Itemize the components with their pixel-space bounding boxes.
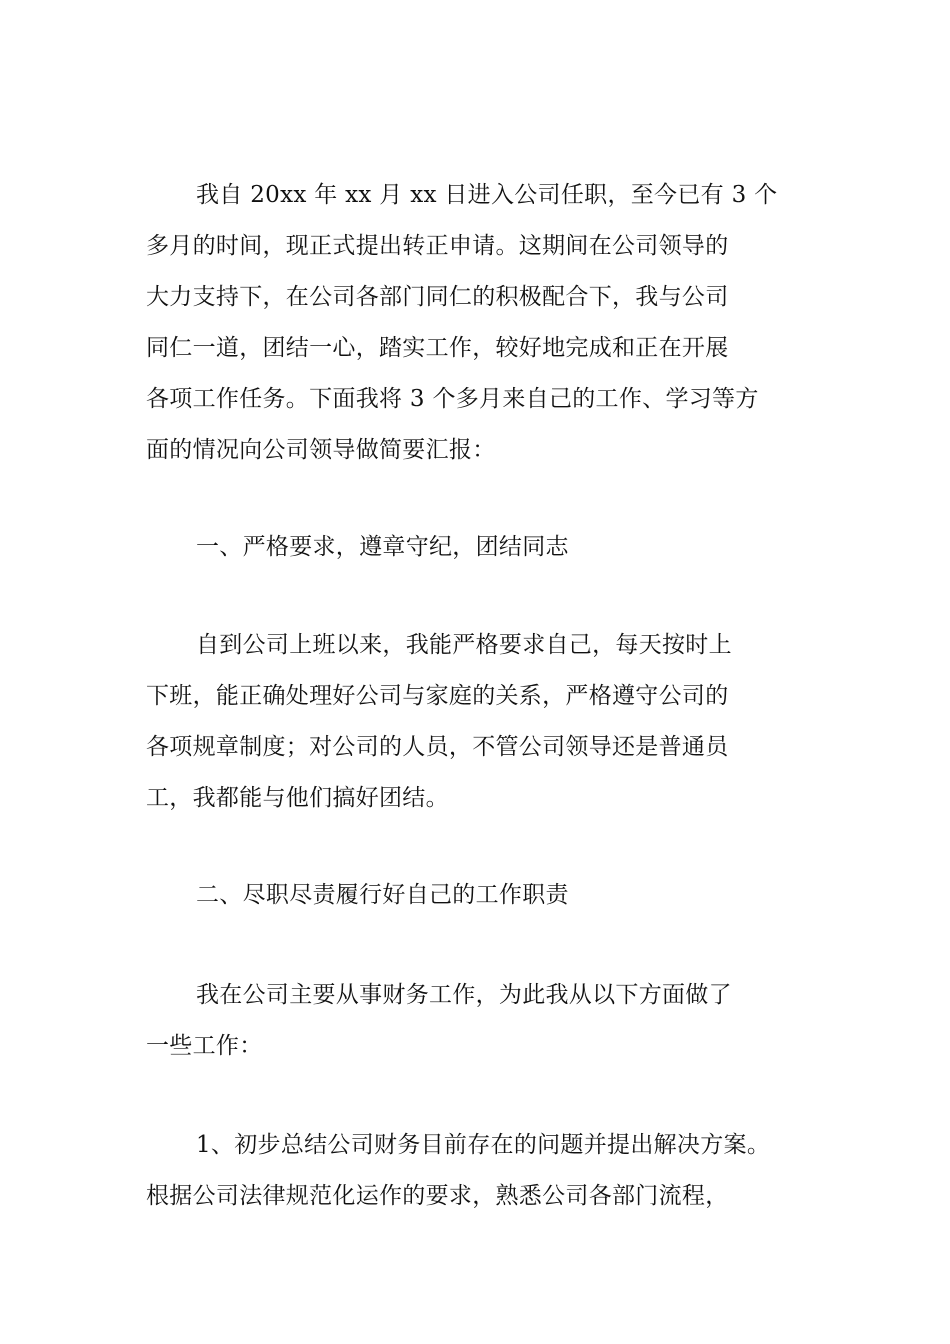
section2-intro-paragraph [146,970,826,1072]
section-heading: 一、严格要求，遵章守纪，团结同志 [196,534,569,560]
section2-heading [146,870,826,921]
paragraph-line: 一些工作： [146,1033,263,1059]
paragraph-line: 下班，能正确处理好公司与家庭的关系，严格遵守公司的 [146,683,729,709]
paragraph-line: 面的情况向公司领导做简要汇报： [146,437,496,463]
paragraph-line: 我在公司主要从事财务工作，为此我从以下方面做了 [196,982,732,1008]
section2-item1-paragraph [146,1120,826,1222]
paragraph-line: 各项规章制度；对公司的人员，不管公司领导还是普通员 [146,734,729,760]
paragraph-line: 多月的时间，现正式提出转正申请。这期间在公司领导的 [146,233,729,259]
paragraph-line: 1、初步总结公司财务目前存在的问题并提出解决方案。 [196,1132,771,1158]
section1-heading [146,522,826,573]
paragraph-line: 自到公司上班以来，我能严格要求自己，每天按时上 [196,632,732,658]
intro-paragraph [146,170,826,476]
section-heading: 二、尽职尽责履行好自己的工作职责 [196,882,569,908]
section1-paragraph [146,620,826,824]
paragraph-line: 我自 20xx 年 xx 月 xx 日进入公司任职，至今已有 3 个 [196,182,778,208]
paragraph-line: 各项工作任务。下面我将 3 个多月来自己的工作、学习等方 [146,386,759,412]
paragraph-line: 工，我都能与他们搞好团结。 [146,785,449,811]
paragraph-line: 大力支持下，在公司各部门同仁的积极配合下，我与公司 [146,284,729,310]
paragraph-line: 同仁一道，团结一心，踏实工作，较好地完成和正在开展 [146,335,729,361]
paragraph-line: 根据公司法律规范化运作的要求，熟悉公司各部门流程， [146,1183,729,1209]
